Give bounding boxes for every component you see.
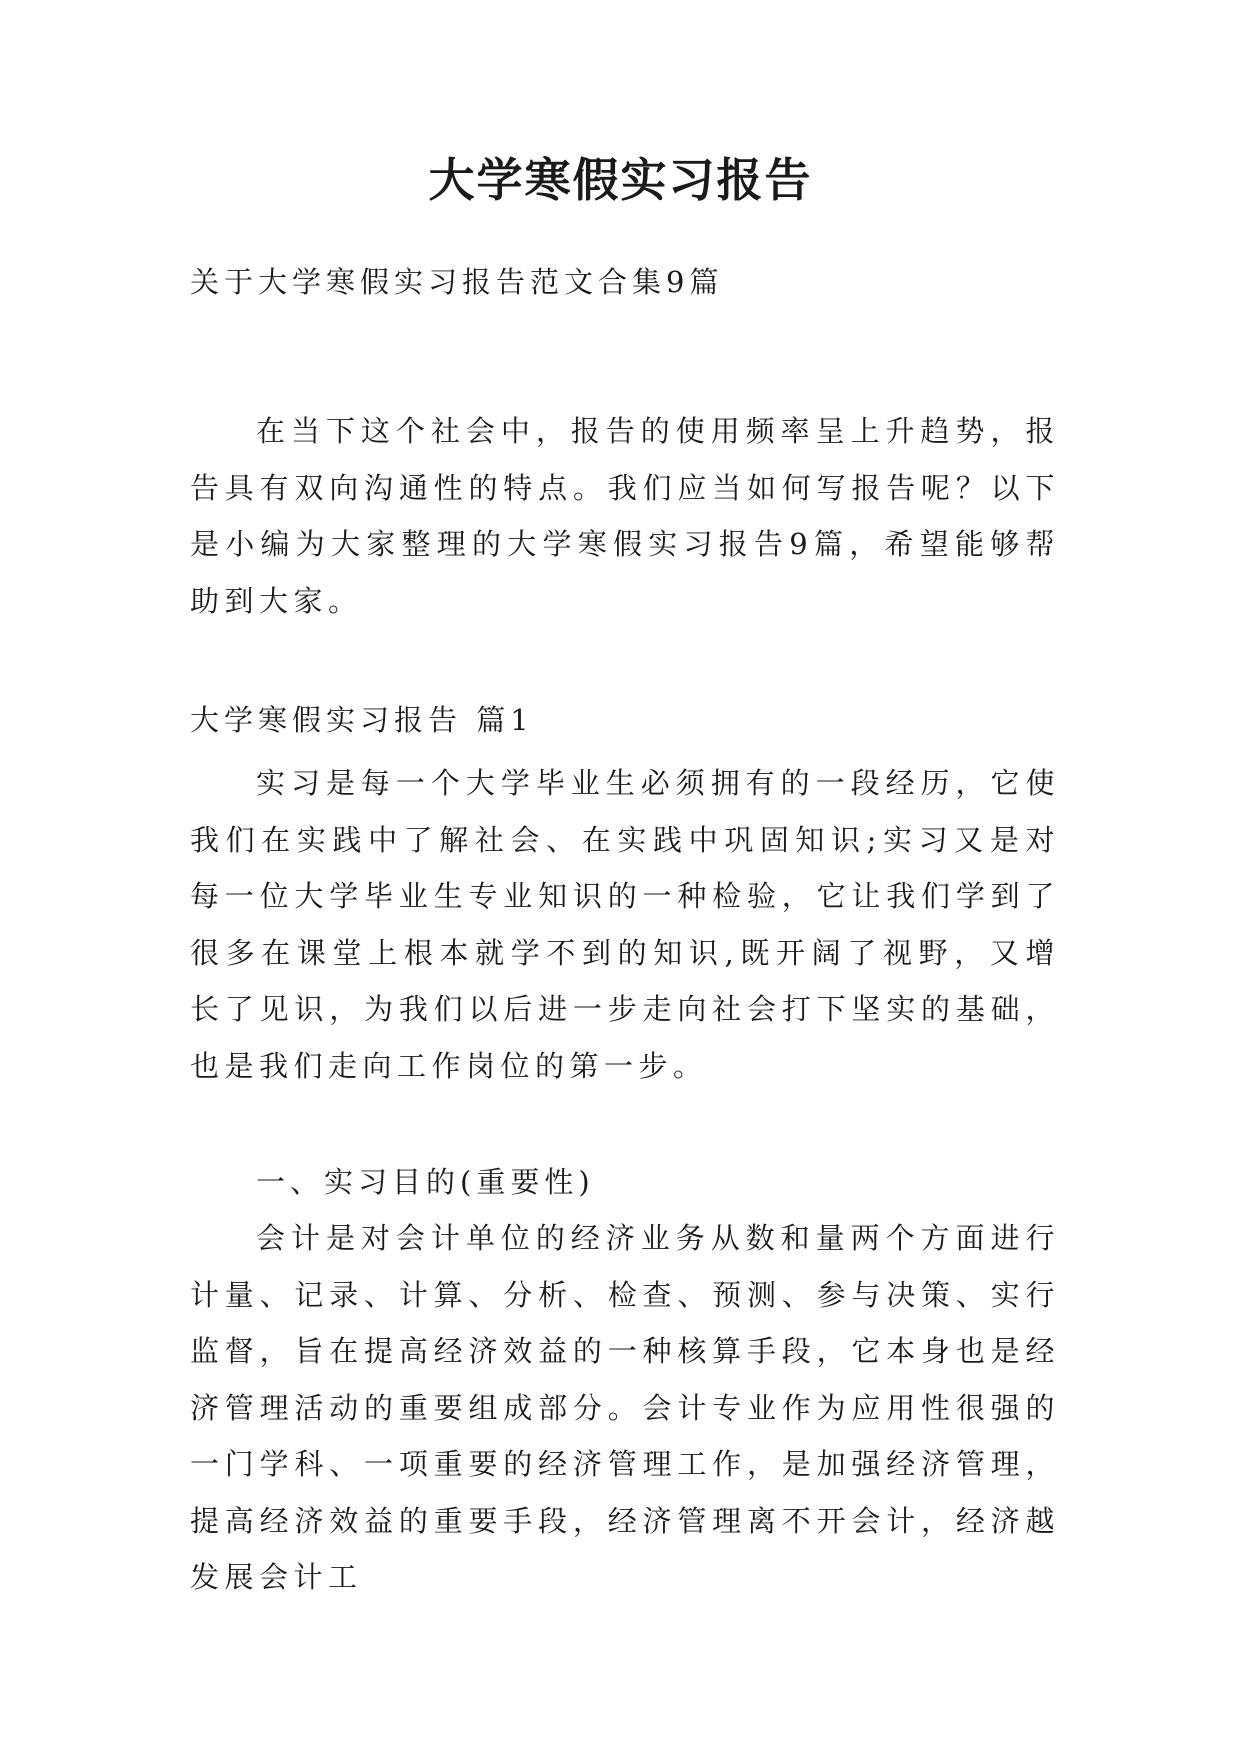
document-subtitle: 关于大学寒假实习报告范文合集9篇	[190, 265, 724, 299]
document-title: 大学寒假实习报告	[428, 153, 813, 207]
body-paragraph: 会计是对会计单位的经济业务从数和量两个方面进行计量、记录、计算、分析、检查、预测、参与决策、实行监督，旨在提高经济效益的一种核算手段，它本身也是经济管理活动的重要组成部分。会计专业作为应用性很强的一门学科、一项重要的经济管理工作，是加强经济管理，提高经济效益的重要手段，经济管理离不开会计，经济越发展会计工	[190, 1221, 1060, 1594]
section-heading: 大学寒假实习报告 篇1	[190, 703, 534, 737]
section-paragraph: 实习是每一个大学毕业生必须拥有的一段经历，它使我们在实践中了解社会、在实践中巩固知识;实习又是对每一位大学毕业生专业知识的一种检验，它让我们学到了很多在课堂上根本就学不到的知识,既开阔了视野，又增长了见识，为我们以后进一步走向社会打下坚实的基础，也是我们走向工作岗位的第一步。	[190, 766, 1060, 1083]
subheading: 一、实习目的(重要性)	[256, 1165, 595, 1199]
intro-paragraph: 在当下这个社会中，报告的使用频率呈上升趋势，报告具有双向沟通性的特点。我们应当如何写报告呢？以下是小编为大家整理的大学寒假实习报告9篇，希望能够帮助到大家。	[190, 414, 1060, 618]
